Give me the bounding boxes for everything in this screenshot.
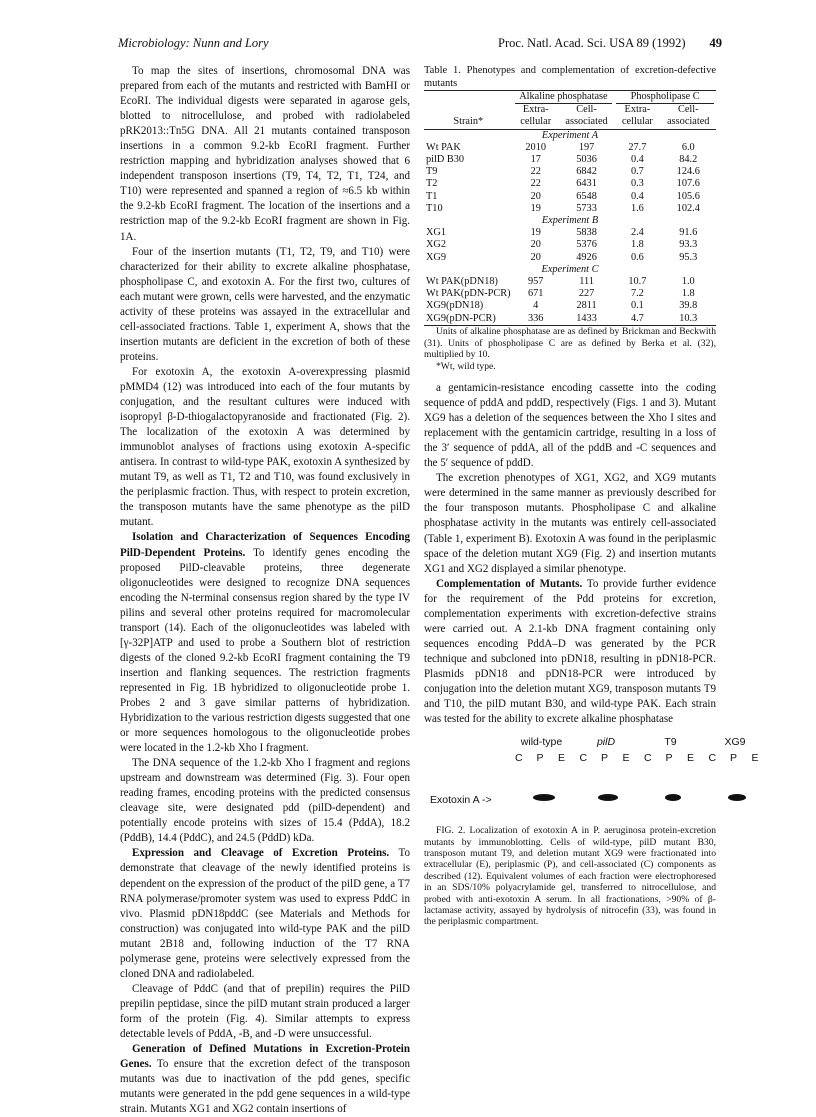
section-text: To provide further evidence for the requirement of the Pdd proteins for excretion, complementation experiments with excretion-defective strains were carried out. A 2.1-kb DNA fragment containing only sequences encoding PddA–D was generated by the PCR technique and subcloned into pDN18, resulting in pDN18-PCR. Plasmids pDN18 and pDN18-PCR were introduced by conjugation into the deletion mutant XG9, transposon mutants T9 and T10, the pilD mutant B30, and wild-type PAK. Each strain was tested for the ability to excrete alkaline phosphatase (424, 577, 717, 726)
table-row (424, 166, 716, 178)
section-paragraph (120, 530, 410, 756)
running-header-right (498, 36, 722, 51)
value-cell: 22 (530, 178, 541, 190)
section-text: To ensure that the excretion defect of the transposon mutants was due to inactivation of the pdd genes, specific mutants were generated in the pdd gene sequences in a wild-type strain. Mutants XG1 and XG2 contain insertions of (120, 1058, 410, 1116)
value-cell: 107.6 (676, 178, 700, 190)
value-cell: 93.3 (679, 239, 698, 251)
paragraph: To map the sites of insertions, chromosomal DNA was prepared from each of the mutants and restricted with BamHI or EcoRI. The individual digests were separated in agarose gels, blotted to nitrocellulose, and probed with radiolabeled pRK2013::Tn5G DNA. All 21 mutants contained transposon insertions in a common 9.2-kb EcoRI fragment. Further restriction mapping and hybridization analyses showed that 6 independent transposon insertions (T9, T4, T2, T1, T24, and T10) were represented and spanned a region of ≈6.5 kb within the 9.2-kb EcoRI fragment. The location of the insertions and a restriction map of the 9.2-kb EcoRI fragment are shown in Fig. 1A. (120, 65, 410, 243)
value-cell: 0.7 (630, 166, 644, 178)
value-cell: 20 (530, 239, 541, 251)
lane-group-label: T9 (664, 736, 677, 749)
table-row (424, 227, 716, 239)
strain-cell: XG9 (426, 251, 447, 263)
value-cell: 39.8 (679, 300, 698, 312)
lane-label: E (558, 752, 566, 765)
strain-cell: Wt PAK(pDN18) (426, 276, 498, 288)
value-cell: 20 (530, 190, 541, 202)
table-row (424, 300, 716, 312)
section-paragraph (424, 577, 716, 727)
table-row (424, 142, 716, 154)
value-cell: 0.4 (630, 154, 644, 166)
value-cell: 102.4 (676, 202, 700, 214)
paragraph: The DNA sequence of the 1.2-kb Xho I fragment and regions upstream and downstream was determined (Fig. 3). Four open reading frames, encoding proteins with the predicted consensus cleavage site, were designated pdd (pilD-dependent) and potentially encode proteins with sizes of 15.4 (PddA), 18.2 (PddB), 14.4 (PddC), and 24.5 (PddD) kDa. (120, 757, 410, 845)
lane-label: C (644, 752, 652, 765)
value-cell: 17 (530, 154, 541, 166)
value-cell: 1433 (559, 313, 614, 326)
value-cell: 957 (527, 276, 544, 288)
value-cell: 5036 (576, 154, 597, 166)
value-cell: 19 (530, 227, 541, 239)
table-row (424, 178, 716, 190)
table-1 (424, 90, 716, 326)
value-cell: 10.7 (628, 276, 647, 288)
experiment-heading-row (424, 264, 716, 276)
table-row (424, 154, 716, 166)
value-cell: 111 (579, 276, 594, 288)
lane-label: E (687, 752, 695, 765)
table-row (424, 191, 716, 203)
lane-group-label: pilD (596, 736, 616, 749)
table-footnote: *Wt, wild type. (436, 361, 496, 373)
running-header-left: Microbiology: Nunn and Lory (118, 36, 269, 50)
paragraph: The excretion phenotypes of XG1, XG2, and XG9 mutants were determined in the same manner as previously described for the four transposon mutants. Phospholipase C and alkaline phosphatase activity in the mutants was entirely cell-associated (Table 1, experiment B). Exotoxin A was found in the periplasmic space of the deletion mutant XG9 (Fig. 2) and insertion mutants XG1 and XG2 displayed a similar phenotype. (424, 472, 716, 575)
value-cell: 227 (578, 288, 595, 300)
paragraph: For exotoxin A, the exotoxin A-overexpressing plasmid pMMD4 (12) was introduced into each of the four mutants by conjugation, and the resultant cultures were induced with isopropyl β-D-thiogalactopyranoside and fractionated (Fig. 2). The localization of the exotoxin A was determined by immunoblot analyses of fractions using exotoxin A-specific antisera. In contrast to wild-type PAK, exotoxin A synthesized by mutant T9, as well as T1, T2 and T10, was found exclusively in the periplasmic fraction. Thus, with respect to protein excretion, the transposon mutants have the same phenotype as the pilD mutant. (120, 365, 410, 529)
value-cell: 1.8 (630, 239, 644, 251)
value-cell: 5838 (576, 227, 597, 239)
value-cell: 95.3 (679, 251, 698, 263)
col-strain: Strain* (424, 104, 513, 129)
value-cell: 27.7 (628, 141, 647, 153)
section-heading: Generation of Defined Mutations in Excretion-Protein Genes. (120, 1043, 410, 1071)
experiment-label: Experiment A (541, 129, 599, 141)
value-cell: 0.4 (630, 190, 644, 202)
value-cell: 91.6 (679, 227, 698, 239)
value-cell: 19 (530, 202, 541, 214)
value-cell: 7.2 (630, 288, 644, 300)
left-column (120, 64, 410, 1117)
table-row (424, 313, 716, 326)
value-cell: 10.3 (661, 313, 716, 326)
value-cell: 0.3 (630, 178, 644, 190)
table-body (424, 129, 716, 325)
value-cell: 4926 (576, 251, 597, 263)
lane-label: C (515, 752, 523, 765)
table-row (424, 239, 716, 251)
exotoxin-a-band-label: Exotoxin A -> (430, 794, 492, 807)
lane-label: E (622, 752, 630, 765)
lane-label: P (601, 752, 609, 765)
section-heading: Complementation of Mutants. (436, 577, 583, 590)
value-cell: 197 (578, 141, 595, 153)
right-column (424, 64, 759, 928)
page-number: 49 (709, 36, 722, 50)
experiment-heading-row (424, 215, 716, 227)
strain-cell: pilD B30 (426, 154, 465, 166)
value-cell: 5733 (576, 202, 597, 214)
paragraph: Four of the insertion mutants (T1, T2, T9, and T10) were characterized for their ability to excrete alkaline phosphatase, phospholipase C, and exotoxin A. For the first two, cultures of each mutant were grown, cells were harvested, and the enzymatic activity of these proteins was assayed in the extracellular and cell-associated fractions. Table 1, experiment A, shows that the insertion mutants are deficient in the excretion of both of these proteins. (120, 245, 410, 363)
value-cell: 6548 (576, 190, 597, 202)
lane-group-label: XG9 (724, 736, 746, 749)
lane-label: P (536, 752, 544, 765)
section-paragraph (120, 1042, 410, 1117)
exotoxin-band (533, 794, 555, 801)
value-cell: 2010 (525, 141, 546, 153)
lane-label: P (730, 752, 738, 765)
journal-citation: Proc. Natl. Acad. Sci. USA 89 (1992) (498, 36, 686, 50)
lane-group-label: wild-type (520, 736, 563, 749)
paragraph: Cleavage of PddC (and that of prepilin) requires the PilD prepilin peptidase, since the pilD mutant strain produced a larger form of the protein (Fig. 4). Similar attempts to express detectable levels of PddA, -B, and -D were unsuccessful. (120, 982, 410, 1040)
value-cell: 20 (530, 251, 541, 263)
value-cell: 6842 (576, 166, 597, 178)
section-paragraph (120, 846, 410, 981)
value-cell: 22 (530, 166, 541, 178)
value-cell: 0.1 (630, 300, 644, 312)
table-row (424, 203, 716, 215)
strain-cell: Wt PAK (426, 141, 461, 153)
section-heading: Expression and Cleavage of Excretion Proteins. (132, 847, 390, 860)
lane-label: C (708, 752, 717, 765)
table-footnote: Units of alkaline phosphatase are as defined by Brickman and Beckwith (31). Units of phospholipase C are as defined by Berka et al. (32), multiplied by 10. (424, 325, 716, 361)
strain-cell: T9 (426, 166, 438, 178)
lane-label: E (751, 752, 759, 765)
figure-2-caption: FIG. 2. Localization of exotoxin A in P. aeruginosa protein-excretion mutants by immunoblotting. Cells of wild-type, pilD mutant B30, transposon mutant T9, and deletion mutant XG9 were fractionated into extracellular (E), periplasmic (P), and cell-associated (C) components as described (12). Equivalent volumes of each fraction were electrophoresed in an SDS/10% polyacrylamide gel, transferred to nitrocellulose, and probed with anti-exotoxin A serum. In all fractionations, >90% of β-lactamase activity, assayed by hydrolysis of nitrocefin (33), was found in the periplasmic compartment. (424, 825, 716, 928)
col-extracellular: Extra-cellular (614, 104, 660, 129)
strain-cell: T10 (426, 202, 443, 214)
section-text: To identify genes encoding the proposed PilD-cleavable proteins, three degenerate oligonucleotides were designed to recognize DNA sequences encoding the N-terminal consensus region shared by the type IV pilins and several other proteins required for macromolecular transport (14). Each of the oligonucleotides was labeled with [γ-32P]ATP and used to probe a Southern blot of restriction digests of the cloned 9.2-kb EcoRI fragment containing the T9 insertion and flanking sequences. The restriction fragments represented in Fig. 1B hybridized to oligonucleotide probe 1. Probes 2 and 3 gave similar patterns of hybridization. Hybridization to the various restriction digests suggested that one or more sequences homologous to the oligonucleotide probes were located in the 1.2-kb Xho I fragment. (120, 546, 410, 755)
exotoxin-band (665, 794, 681, 801)
group-header-alkaline: Alkaline phosphatase (513, 91, 615, 105)
experiment-label: Experiment B (541, 215, 599, 227)
col-extracellular: Extra-cellular (513, 104, 559, 129)
figure-2-immunoblot (424, 735, 759, 825)
lane-label: P (665, 752, 673, 765)
table-subheader-row (424, 104, 716, 129)
value-cell: 4 (533, 300, 539, 312)
strain-cell: XG9(pDN-PCR) (424, 313, 513, 326)
col-cell-associated: Cell-associated (559, 104, 614, 129)
value-cell: 1.8 (681, 288, 695, 300)
lane-label: C (579, 752, 588, 765)
paragraph: a gentamicin-resistance encoding cassette into the coding sequence of pddA and pddD, respectively (Figs. 1 and 3). Mutant XG9 has a deletion of the sequences between the Xho I sites and replacement with the gentamicin cartridge, resulting in a loss of the 3′ sequence of pddA, all of the pddB and -C sequences and the 5′ sequence of pddD. (424, 382, 716, 470)
strain-cell: T1 (426, 190, 438, 202)
value-cell: 671 (527, 288, 544, 300)
exotoxin-band (728, 794, 746, 801)
strain-cell: XG9(pDN18) (426, 300, 484, 312)
experiment-label: Experiment C (541, 263, 599, 275)
strain-cell: XG2 (426, 239, 447, 251)
table-header-row (424, 91, 716, 105)
section-text: To demonstrate that cleavage of the newly identified proteins is dependent on the expression of the product of the pilD gene, a T7 RNA polymerase/promoter system was used to express PddC in vivo. Plasmid pDN18pddC (see Materials and Methods for construction) was conjugated into wild-type PAK and the pilD mutant 2B18 and, following induction of the T7 RNA polymerase gene, proteins were selectively expressed from the cloned DNA and radiolabeled. (120, 847, 410, 980)
value-cell: 84.2 (679, 154, 698, 166)
value-cell: 4.7 (614, 313, 660, 326)
value-cell: 0.6 (630, 251, 644, 263)
value-cell: 5376 (576, 239, 597, 251)
experiment-heading-row (424, 129, 716, 142)
value-cell: 1.6 (630, 202, 644, 214)
value-cell: 124.6 (676, 166, 700, 178)
value-cell: 105.6 (676, 190, 700, 202)
value-cell: 6431 (576, 178, 597, 190)
section-heading: Isolation and Characterization of Sequences Encoding PilD-Dependent Proteins. (120, 531, 410, 559)
value-cell: 1.0 (681, 276, 695, 288)
value-cell: 6.0 (681, 141, 695, 153)
col-cell-associated: Cell-associated (661, 104, 716, 129)
group-header-phospholipase: Phospholipase C (614, 91, 716, 105)
table-row (424, 288, 716, 300)
strain-cell: XG1 (426, 227, 447, 239)
strain-cell: T2 (426, 178, 438, 190)
value-cell: 336 (513, 313, 559, 326)
value-cell: 2811 (576, 300, 597, 312)
table-caption: Table 1. Phenotypes and complementation of excretion-defective mutants (424, 65, 716, 89)
exotoxin-band (598, 794, 618, 801)
strain-cell: Wt PAK(pDN-PCR) (426, 288, 511, 300)
table-row (424, 276, 716, 288)
table-row (424, 252, 716, 264)
value-cell: 2.4 (630, 227, 644, 239)
